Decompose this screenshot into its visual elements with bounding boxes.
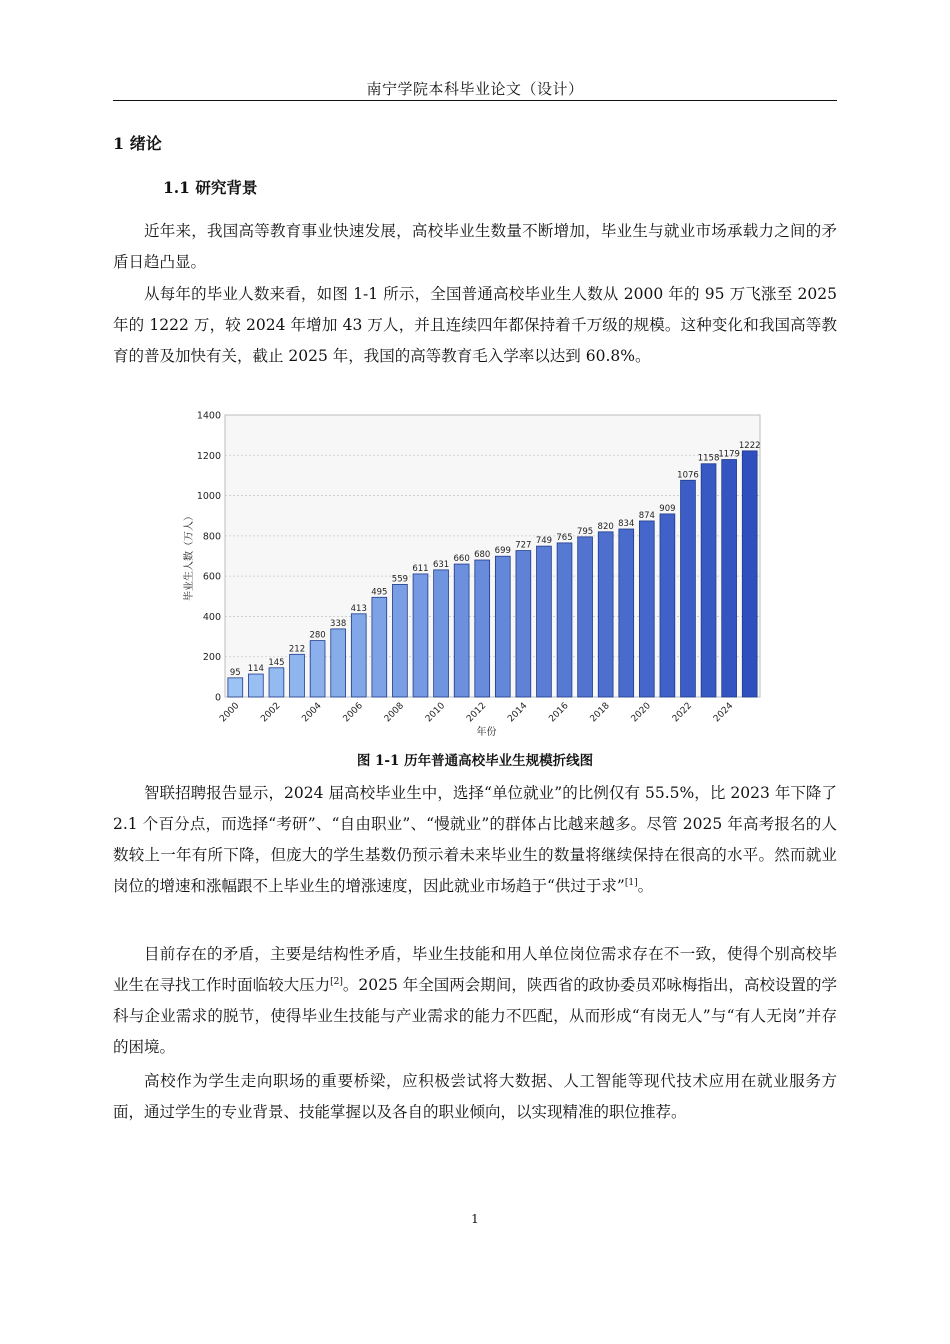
paragraph-1: 近年来，我国高等教育事业快速发展，高校毕业生数量不断增加，毕业生与就业市场承载力之间的矛盾日趋凸显。 [113, 222, 837, 271]
bar-value-label: 765 [556, 532, 573, 543]
bar [742, 451, 757, 697]
bar-value-label: 212 [288, 644, 306, 655]
bar-value-label: 95 [229, 667, 241, 678]
bar-value-label: 1158 [697, 453, 720, 464]
bar [434, 570, 449, 697]
paragraph-3-text: 智联招聘报告显示，2024 届高校毕业生中，选择“单位就业”的比例仅有 55.5%，比 2023 年下降了 2.1 个百分点，而选择“考研”、“自由职业”、“慢就业”的群体占比越来越多。尽管 2025 年高考报名的人数较上一年有所下降，但庞大的学生基数仍预示着未来毕业生的数量将继续保持在很高的水平。然而就业岗位的增速和涨幅跟不上毕业生的增涨速度，因此就业市场趋于“供过于求” [113, 784, 837, 895]
bar-value-label: 727 [515, 540, 532, 551]
citation-ref-2: [2] [330, 976, 343, 987]
y-tick-label: 800 [202, 531, 221, 543]
bar-value-label: 795 [576, 526, 594, 537]
bar-value-label: 660 [453, 554, 470, 565]
paragraph-4 [113, 939, 837, 1063]
bar [351, 614, 366, 697]
bar-value-label: 680 [474, 550, 491, 561]
section-heading: 1 绪论 [113, 134, 162, 153]
y-tick-label: 1400 [196, 410, 221, 422]
bar-value-label: 495 [371, 587, 388, 598]
y-tick-label: 200 [202, 652, 221, 664]
bar-value-label: 820 [597, 521, 614, 532]
bar [578, 537, 593, 697]
x-tick-label: 2012 [465, 701, 489, 725]
x-tick-label: 2008 [382, 701, 407, 725]
bar-value-label: 699 [494, 546, 511, 557]
citation-ref-1: [1] [624, 877, 638, 888]
bar [495, 556, 510, 697]
bar [392, 584, 407, 697]
bar-value-label: 413 [350, 603, 367, 614]
x-tick-label: 2000 [218, 701, 242, 725]
x-tick-label: 2016 [547, 701, 571, 725]
bar-value-label: 145 [268, 657, 285, 668]
paragraph-4-tail: 。2025 年全国两会期间，陕西省的政协委员邓咏梅指出，高校设置的学科与企业需求的脱节，使得毕业生技能与产业需求的能力不匹配，从而形成“有岗无人”与“有人无岗”并存的困境。 [113, 976, 837, 1056]
bar-value-label: 1179 [718, 449, 740, 460]
bar [557, 543, 572, 697]
header-rule [113, 100, 837, 101]
bar-value-label: 1076 [677, 470, 699, 481]
x-tick-label: 2022 [670, 701, 695, 725]
bar [269, 668, 284, 697]
figure-caption: 图 1-1 历年普通高校毕业生规模折线图 [356, 753, 594, 769]
bar [331, 629, 346, 697]
bar [372, 597, 387, 697]
paragraph-2: 从每年的毕业人数来看，如图 1-1 所示，全国普通高校毕业生人数从 2000 年的 95 万飞涨至 2025 年的 1222 万，较 2024 年增加 43 万人，并且连续四年都保持着千万级的规模。这种变化和我国高等教育的普及加快有关，截止 2025 年，我国的高等教育毛入学率以达到 60.8%。 [113, 285, 837, 365]
bar [619, 529, 634, 697]
page-header: 南宁学院本科毕业论文（设计） [366, 80, 584, 98]
x-tick-label: 2002 [259, 701, 283, 725]
x-tick-label: 2020 [629, 701, 653, 725]
x-axis-label: 年份 [476, 727, 497, 738]
bar-value-label: 114 [247, 664, 264, 675]
y-tick-label: 1000 [196, 491, 221, 503]
bar-value-label: 909 [659, 503, 676, 514]
bar [660, 514, 675, 697]
paragraph-4-text: 目前存在的矛盾，主要是结构性矛盾，毕业生技能和用人单位岗位需求存在不一致，使得个别高校毕业生在寻找工作时面临较大压力 [113, 945, 837, 994]
y-axis-label: 毕业生人数（万人） [184, 511, 195, 601]
bar [598, 532, 613, 697]
y-tick-label: 0 [214, 692, 221, 704]
y-tick-label: 600 [202, 571, 221, 583]
bar [722, 460, 737, 697]
bar [310, 641, 325, 697]
page-number: 1 [471, 1212, 479, 1226]
bar-value-label: 338 [330, 618, 347, 629]
paragraph-3-tail: 。 [637, 877, 654, 895]
bar-value-label: 834 [618, 519, 635, 530]
bar [413, 574, 428, 697]
subsection-heading: 1.1 研究背景 [163, 178, 258, 197]
x-tick-label: 2010 [423, 701, 448, 725]
plot-area [225, 415, 760, 697]
bar-value-label: 874 [638, 510, 655, 521]
y-tick-label: 400 [202, 611, 221, 623]
x-tick-label: 2004 [300, 701, 324, 725]
x-tick-label: 2014 [506, 701, 530, 725]
bar [290, 654, 305, 697]
figure-1-1 [180, 404, 770, 744]
paragraph-3 [113, 778, 837, 902]
x-tick-label: 2018 [588, 701, 612, 725]
bar-value-label: 280 [309, 630, 326, 641]
bar-value-label: 749 [535, 536, 553, 547]
x-tick-label: 2024 [711, 701, 736, 725]
bar-value-label: 611 [412, 563, 429, 574]
bar [681, 480, 696, 697]
bar [701, 464, 716, 697]
bar [516, 551, 531, 697]
bar [454, 564, 469, 697]
bar [228, 678, 243, 697]
bar [537, 546, 552, 697]
y-tick-label: 1200 [196, 450, 221, 462]
bar [475, 560, 490, 697]
bar [639, 521, 654, 697]
bar [248, 674, 263, 697]
bar-value-label: 559 [391, 574, 409, 585]
graduates-bar-chart [180, 404, 770, 744]
bar-value-label: 1222 [738, 440, 761, 451]
x-tick-label: 2006 [341, 701, 365, 725]
paragraph-5: 高校作为学生走向职场的重要桥梁，应积极尝试将大数据、人工智能等现代技术应用在就业服务方面，通过学生的专业背景、技能掌握以及各自的职业倾向，以实现精准的职位推荐。 [113, 1072, 837, 1121]
bar-value-label: 631 [432, 559, 450, 570]
